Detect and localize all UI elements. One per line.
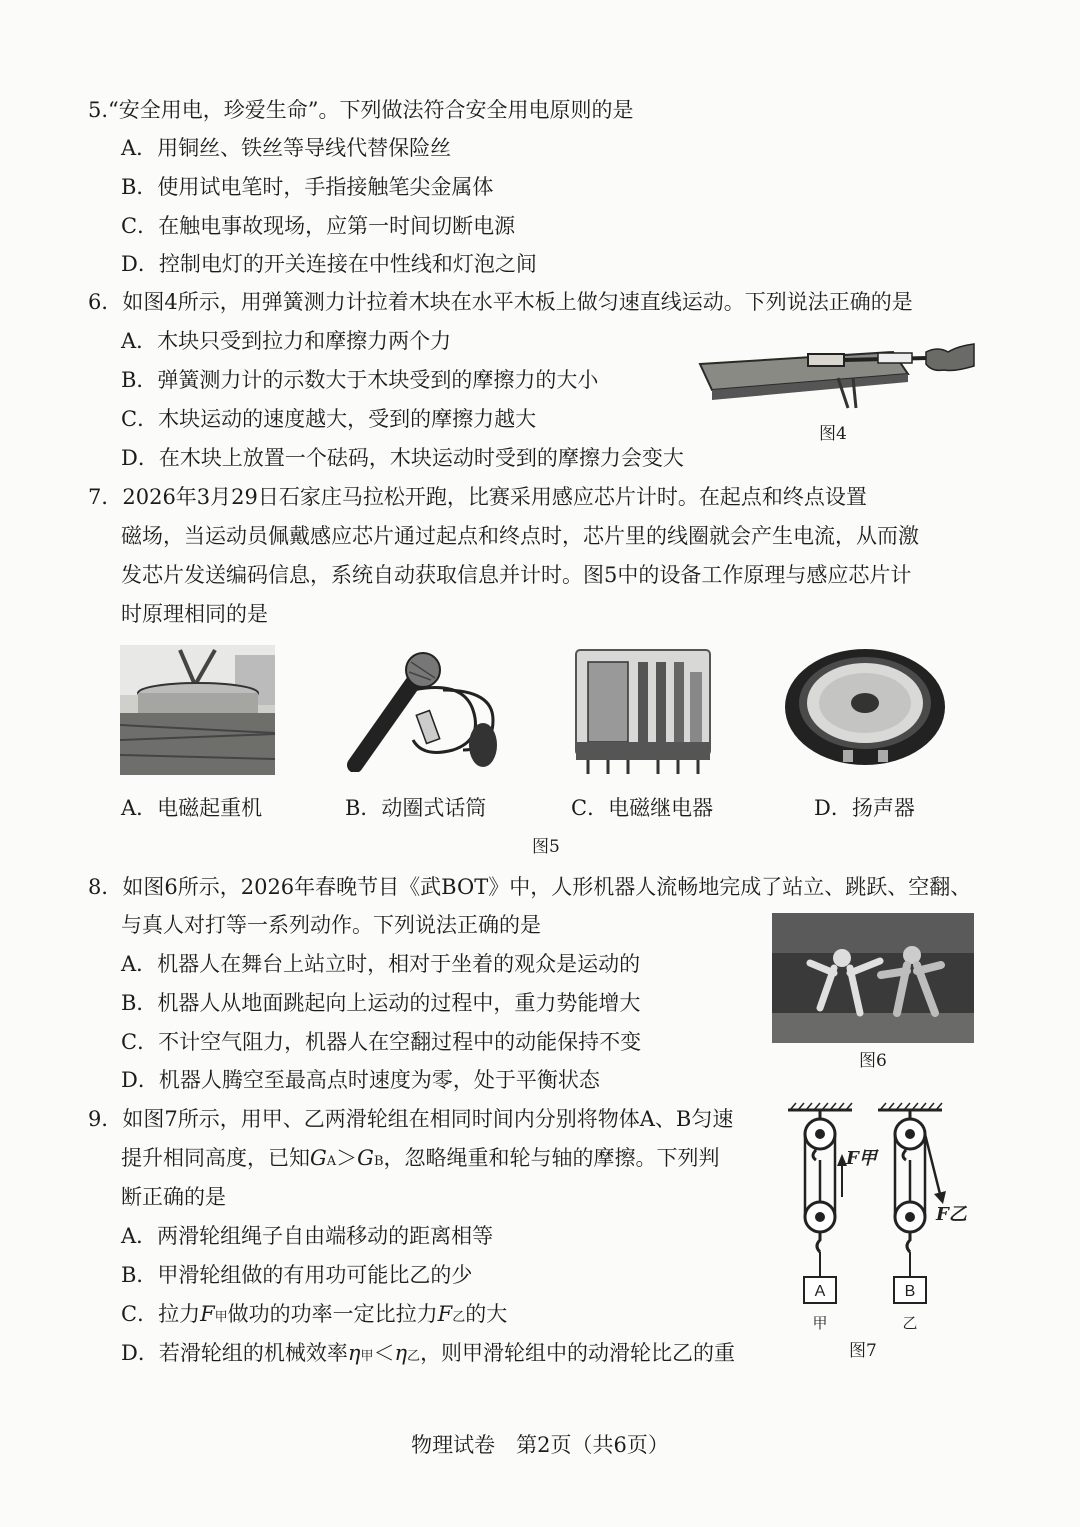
q6-option-b: B．弹簧测力计的示数大于木块受到的摩擦力的大小 — [121, 368, 599, 392]
q7-stem-line-1: 7．2026年3月29日石家庄马拉松开跑，比赛采用感应芯片计时。在起点和终点设置 — [88, 485, 867, 509]
figure-7-label-jia: 甲 — [812, 1314, 828, 1332]
figure-7-pulleys — [780, 1102, 980, 1342]
q9-stem-line-1: 9．如图7所示，用甲、乙两滑轮组在相同时间内分别将物体A、B匀速 — [88, 1107, 734, 1131]
figure-4-caption: 图4 — [819, 424, 847, 444]
page-footer: 物理试卷 第2页（共6页） — [411, 1433, 669, 1457]
q6-option-c: C．木块运动的速度越大，受到的摩擦力越大 — [121, 407, 537, 431]
figure-7-box-a: A — [814, 1283, 826, 1300]
g-symbol-a: G — [310, 1146, 327, 1170]
q9-option-d — [121, 1338, 735, 1372]
figure-5-label-a: A．电磁起重机 — [121, 796, 263, 820]
subscript-b: B — [373, 1154, 384, 1169]
q9-stem-line-2 — [121, 1143, 720, 1177]
q8-option-a: A．机器人在舞台上站立时，相对于坐着的观众是运动的 — [121, 952, 641, 976]
q9-option-c-part-3: 的大 — [465, 1302, 508, 1326]
subscript-a: A — [326, 1154, 337, 1169]
q8-option-b: B．机器人从地面跳起向上运动的过程中，重力势能增大 — [121, 991, 641, 1015]
crane-photo — [120, 645, 275, 775]
q8-option-c: C．不计空气阻力，机器人在空翻过程中的动能保持不变 — [121, 1030, 642, 1054]
less-than: ＜ — [373, 1341, 395, 1365]
subscript-yi: 乙 — [452, 1310, 466, 1325]
q9-option-d-part-1: D．若滑轮组的机械效率 — [121, 1341, 348, 1365]
eta-symbol-yi: η — [394, 1341, 408, 1365]
q7-stem-line-2: 磁场，当运动员佩戴感应芯片通过起点和终点时，芯片里的线圈就会产生电流，从而激 — [121, 524, 919, 548]
figure-4-spring-scale — [698, 338, 976, 410]
q5-option-b: B．使用试电笔时，手指接触笔尖金属体 — [121, 175, 494, 199]
figure-5-label-b: B．动圈式话筒 — [345, 796, 487, 820]
relay-photo — [568, 642, 718, 777]
q7-stem-line-3: 发芯片发送编码信息，系统自动获取信息并计时。图5中的设备工作原理与感应芯片计 — [121, 563, 912, 587]
q5-stem: 5.“安全用电，珍爱生命”。下列做法符合安全用电原则的是 — [88, 98, 634, 122]
q8-option-d: D．机器人腾空至最高点时速度为零，处于平衡状态 — [121, 1068, 600, 1092]
q9-option-c-part-1: C．拉力 — [121, 1302, 201, 1326]
microphone-photo — [343, 650, 508, 772]
q9-stem-line-3: 断正确的是 — [121, 1185, 226, 1209]
q9-option-d-part-2: ，则甲滑轮组中的动滑轮比乙的重 — [420, 1341, 736, 1365]
figure-5-caption: 图5 — [532, 837, 560, 857]
q5-option-a: A．用铜丝、铁丝等导线代替保险丝 — [121, 136, 452, 160]
eta-symbol-jia: η — [347, 1341, 361, 1365]
figure-7-label-yi: 乙 — [902, 1314, 918, 1332]
q6-option-a: A．木块只受到拉力和摩擦力两个力 — [121, 329, 452, 353]
greater-than: ＞ — [336, 1146, 358, 1170]
q7-stem-line-4: 时原理相同的是 — [121, 602, 268, 626]
q9-stem-prefix: 提升相同高度，已知 — [121, 1146, 310, 1170]
f-symbol-jia: F — [200, 1302, 215, 1326]
figure-7-force-yi: F乙 — [936, 1204, 967, 1225]
subscript-jia: 甲 — [214, 1310, 228, 1325]
q5-option-d: D．控制电灯的开关连接在中性线和灯泡之间 — [121, 252, 537, 276]
speaker-photo — [783, 645, 948, 770]
g-symbol-b: G — [357, 1146, 374, 1170]
f-symbol-yi: F — [437, 1302, 453, 1326]
q9-option-b: B．甲滑轮组做的有用功可能比乙的少 — [121, 1263, 473, 1287]
figure-6-robot-photo — [772, 913, 974, 1043]
figure-5-label-c: C．电磁继电器 — [571, 796, 714, 820]
q9-option-c-part-2: 做功的功率一定比拉力 — [227, 1302, 438, 1326]
q6-option-d: D．在木块上放置一个砝码，木块运动时受到的摩擦力会变大 — [121, 446, 684, 470]
q8-stem-line-2: 与真人对打等一系列动作。下列说法正确的是 — [121, 913, 541, 937]
q8-stem-line-1: 8．如图6所示，2026年春晚节目《武BOT》中，人形机器人流畅地完成了站立、跳跃、空翻、 — [88, 875, 972, 899]
figure-6-caption: 图6 — [859, 1051, 887, 1071]
eta-subscript-yi: 乙 — [407, 1349, 421, 1364]
figure-7-box-b: B — [904, 1283, 916, 1300]
figure-7-caption: 图7 — [849, 1341, 877, 1361]
figure-5-label-d: D．扬声器 — [814, 796, 915, 820]
q9-option-a: A．两滑轮组绳子自由端移动的距离相等 — [121, 1224, 494, 1248]
q5-option-c: C．在触电事故现场，应第一时间切断电源 — [121, 214, 516, 238]
q9-stem-suffix: ，忽略绳重和轮与轴的摩擦。下列判 — [383, 1146, 720, 1170]
q9-option-c — [121, 1299, 507, 1333]
eta-subscript-jia: 甲 — [360, 1349, 374, 1364]
figure-7-force-jia: F甲 — [846, 1148, 877, 1169]
q6-stem: 6．如图4所示，用弹簧测力计拉着木块在水平木板上做匀速直线运动。下列说法正确的是 — [88, 290, 913, 314]
